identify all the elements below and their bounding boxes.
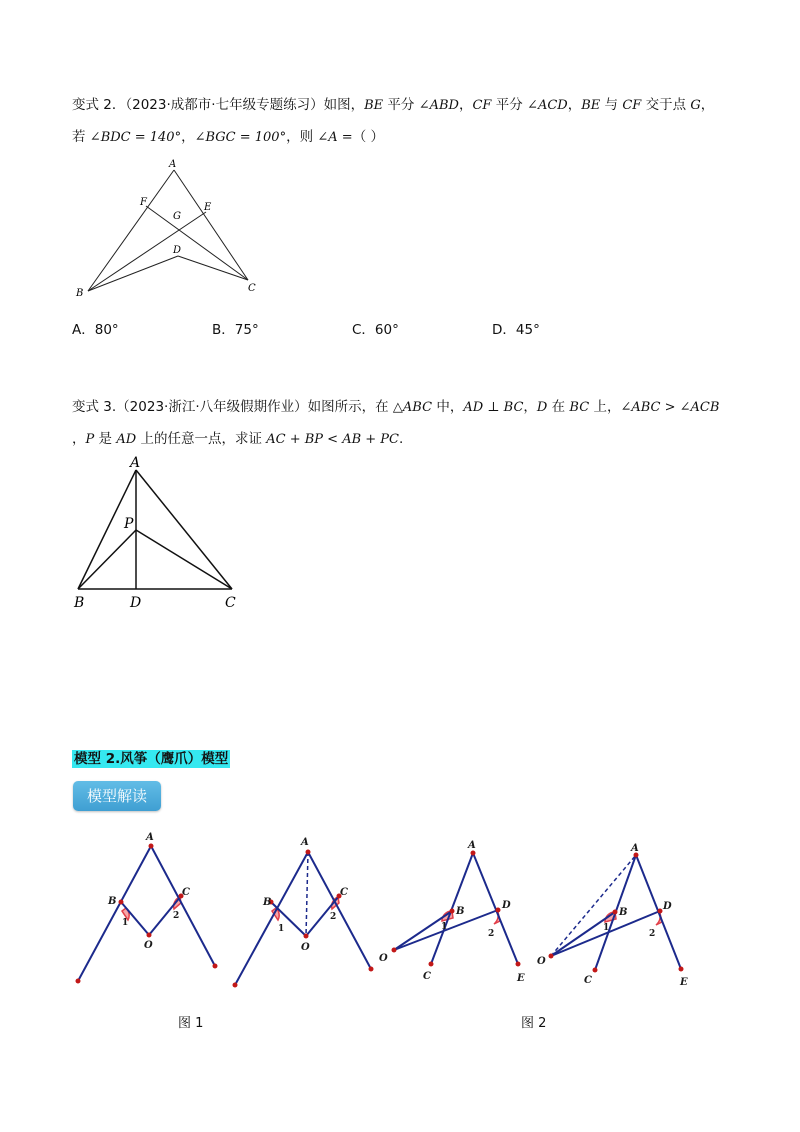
math-angle-a: ∠A = xyxy=(317,130,353,145)
label-a: A xyxy=(169,159,177,170)
problem-3-line-2 xyxy=(72,426,403,453)
label-d: D xyxy=(502,900,511,911)
label-a: A xyxy=(631,843,639,854)
math-angle-acd: ∠ACD xyxy=(527,98,568,113)
label-angle-1: 1 xyxy=(441,922,448,932)
label-angle-2: 2 xyxy=(649,929,656,939)
math-d: D xyxy=(536,400,548,415)
figure-2-right xyxy=(537,843,688,988)
math-condition-bdc: ∠BDC = 140° xyxy=(89,130,182,145)
label-o: O xyxy=(537,956,546,967)
section-title: 模型 2.风筝（鹰爪）模型 xyxy=(74,751,229,767)
label-angle-2: 2 xyxy=(173,911,180,921)
label-angle-2: 2 xyxy=(488,929,495,939)
problem-3-prefix: 变式 3.（2023·浙江·八年级假期作业）如图所示，在 xyxy=(72,399,393,415)
label-c: C xyxy=(423,971,431,982)
option-a[interactable]: A．80° xyxy=(72,322,119,338)
text-segment: 与 xyxy=(600,97,623,113)
math-angle-inequality: ∠ABC > ∠ACB xyxy=(620,400,720,415)
label-e: E xyxy=(204,202,212,213)
option-b[interactable]: B．75° xyxy=(212,322,259,338)
math-cf: CF xyxy=(472,98,492,113)
answer-blank: （ ） xyxy=(352,129,384,145)
text-segment: ， xyxy=(458,97,473,113)
figure-2-left xyxy=(379,840,525,984)
problem-2-line-1 xyxy=(72,92,714,119)
problem-2-figure xyxy=(70,155,270,305)
math-ad-perp-bc: AD ⊥ BC xyxy=(463,400,524,415)
math-be: BE xyxy=(581,98,601,113)
label-o: O xyxy=(144,940,153,951)
label-d: D xyxy=(663,901,672,912)
math-p: P xyxy=(85,432,95,447)
label-c: C xyxy=(584,975,592,986)
label-o: O xyxy=(379,953,388,964)
label-d: D xyxy=(173,245,182,256)
text-segment: ，则 xyxy=(286,129,318,145)
label-g: G xyxy=(173,211,181,222)
text-segment: ， xyxy=(72,431,86,447)
option-c[interactable]: C．60° xyxy=(352,322,399,338)
label-angle-2: 2 xyxy=(330,912,337,922)
math-proof-target: AC + BP < AB + PC xyxy=(266,432,399,447)
math-bc: BC xyxy=(569,400,590,415)
label-o: O xyxy=(301,942,310,953)
math-be: BE xyxy=(364,98,384,113)
text-segment: 中， xyxy=(432,399,464,415)
label-d: D xyxy=(130,595,142,611)
math-condition-bgc: ∠BGC = 100° xyxy=(194,130,287,145)
text-segment: ， xyxy=(181,129,195,145)
text-segment: 上， xyxy=(589,399,621,415)
text-segment: . xyxy=(399,431,404,447)
math-g: G xyxy=(690,98,701,113)
label-a: A xyxy=(146,832,154,843)
label-e: E xyxy=(680,977,688,988)
text-segment: 平分 xyxy=(383,97,419,113)
figure-1-left xyxy=(76,832,218,984)
problem-2-line-2 xyxy=(72,124,384,151)
label-b: B xyxy=(74,595,85,611)
problem-3-figure xyxy=(70,452,250,612)
text-segment: 若 xyxy=(72,129,90,145)
label-b: B xyxy=(263,897,272,908)
label-a: A xyxy=(468,840,476,851)
label-a: A xyxy=(130,455,141,471)
problem-2-prefix: 变式 2．（2023·成都市·七年级专题练习）如图， xyxy=(72,97,365,113)
text-segment: ， xyxy=(567,97,582,113)
label-b: B xyxy=(76,288,84,299)
label-p: P xyxy=(124,516,134,532)
text-segment: ， xyxy=(700,97,715,113)
label-angle-1: 1 xyxy=(122,918,129,928)
option-d[interactable]: D．45° xyxy=(492,322,540,338)
answer-options xyxy=(72,318,772,338)
label-b: B xyxy=(108,896,117,907)
caption-figure-2: 图 2 xyxy=(521,1016,547,1031)
model-figures xyxy=(60,825,740,995)
model-interpretation-tag: 模型解读 xyxy=(73,781,161,811)
label-angle-1: 1 xyxy=(278,924,285,934)
label-c: C xyxy=(248,283,256,294)
math-cf: CF xyxy=(622,98,642,113)
label-b: B xyxy=(619,907,628,918)
label-a: A xyxy=(301,837,309,848)
label-f: F xyxy=(140,197,147,208)
text-segment: 在 xyxy=(547,399,570,415)
problem-3-line-1 xyxy=(72,394,719,421)
math-triangle-abc: △ABC xyxy=(392,400,433,415)
text-segment: 上的任意一点，求证 xyxy=(136,431,267,447)
label-b: B xyxy=(456,906,465,917)
text-segment: 平分 xyxy=(491,97,528,113)
math-ad: AD xyxy=(116,432,137,447)
label-c: C xyxy=(225,595,236,611)
caption-figure-1: 图 1 xyxy=(178,1016,204,1031)
label-c: C xyxy=(340,887,348,898)
text-segment: 是 xyxy=(94,431,117,447)
figure-1-right xyxy=(233,837,374,988)
text-segment: 交于点 xyxy=(641,97,691,113)
label-c: C xyxy=(182,887,190,898)
label-e: E xyxy=(517,973,525,984)
label-angle-1: 1 xyxy=(603,923,610,933)
text-segment: ， xyxy=(523,399,537,415)
math-angle-abd: ∠ABD xyxy=(418,98,459,113)
